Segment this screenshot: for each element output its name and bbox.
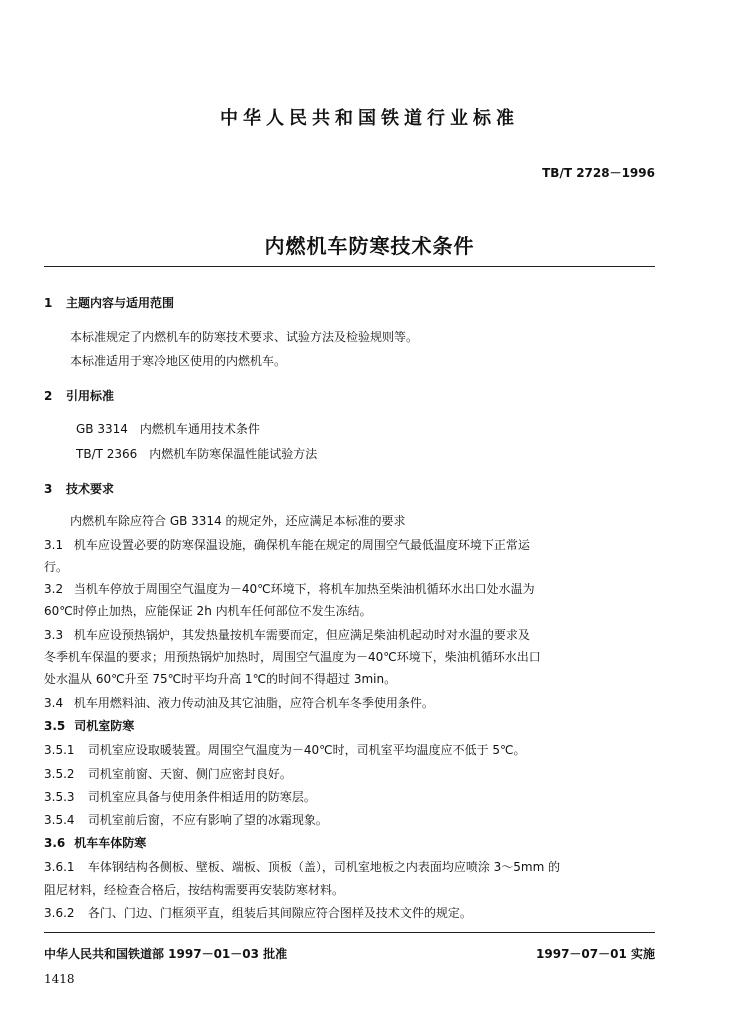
clause-3-5-3 [44,788,316,805]
clause-text: 机车用燃料油、液力传动油及其它油脂，应符合机车冬季使用条件。 [73,696,434,710]
clause-text: 司机室前后窗，不应有影响了望的冰霜现象。 [87,813,328,827]
clause-text: 机车应设预热锅炉，其发热量按机车需要而定，但应满足柴油机起动时对水温的要求及 [73,628,530,642]
clause-continuation: 处水温从 60℃升至 75℃时平均升高 1℃的时间不得超过 3min。 [44,672,397,686]
reference-item: GB 3314 内燃机车通用技术条件 [76,422,260,436]
paragraph: 内燃机车除应符合 GB 3314 的规定外，还应满足本标准的要求 [70,514,406,528]
clause-number: 3.6.1 [44,860,75,874]
paragraph: 本标准规定了内燃机车的防寒技术要求、试验方法及检验规则等。 [70,330,419,344]
section-number: 1 [44,296,53,310]
section-1-heading [44,294,174,311]
clause-continuation: 阻尼材料，经检查合格后，按结构需要再安装防寒材料。 [44,883,345,897]
document-title: 内燃机车防寒技术条件 [264,234,475,258]
reference-item: TB/T 2366 内燃机车防寒保温性能试验方法 [76,447,318,461]
clause-text: 车体钢结构各侧板、壁板、端板、顶板（盖），司机室地板之内表面均应喷涂 3～5mm 的 [87,860,561,874]
section-title: 主题内容与适用范围 [66,296,175,310]
clause-3-5-4 [44,811,328,828]
clause-number: 3.6 [44,836,66,850]
clause-3-6-1 [44,858,560,875]
clause-text: 各门、门边、门框须平直，组装后其间隙应符合图样及技术文件的规定。 [87,906,472,920]
section-3-heading [44,480,114,497]
clause-text: 机车应设置必要的防寒保温设施，确保机车能在规定的周围空气最低温度环境下正常运 [73,538,530,552]
section-title: 技术要求 [66,482,115,496]
approval-statement: 中华人民共和国铁道部 1997－01－03 批准 [44,947,288,961]
clause-continuation: 冬季机车保温的要求；用预热锅炉加热时，周围空气温度为－40℃环境下，柴油机循环水出口 [44,650,541,664]
clause-text: 司机室应具备与使用条件相适用的防寒层。 [87,790,316,804]
section-number: 2 [44,389,53,403]
section-2-heading [44,387,114,404]
clause-number: 3.5 [44,719,66,733]
clause-3-1 [44,536,530,553]
issuer-title: 中华人民共和国铁道行业标准 [220,108,519,129]
clause-3-2 [44,580,535,597]
clause-title: 司机室防寒 [74,719,135,733]
clause-number: 3.5.2 [44,767,75,781]
clause-number: 3.5.1 [44,743,75,757]
clause-number: 3.6.2 [44,906,75,920]
clause-3-5-2 [44,765,292,782]
section-title: 引用标准 [66,389,115,403]
clause-number: 3.4 [44,696,64,710]
clause-3-5 [44,717,134,734]
clause-number: 3.5.3 [44,790,75,804]
title-divider [44,266,655,267]
clause-continuation: 60℃时停止加热，应能保证 2h 内机车任何部位不发生冻结。 [44,604,372,618]
footer-divider [44,932,655,933]
clause-number: 3.1 [44,538,64,552]
clause-title: 机车车体防寒 [74,836,147,850]
clause-3-6 [44,834,146,851]
clause-text: 当机车停放于周围空气温度为－40℃环境下，将机车加热至柴油机循环水出口处水温为 [73,582,535,596]
clause-3-6-2 [44,904,472,921]
clause-continuation: 行。 [44,560,69,574]
clause-3-3 [44,626,530,643]
implementation-date: 1997－07－01 实施 [536,947,655,961]
paragraph: 本标准适用于寒冷地区使用的内燃机车。 [70,354,287,368]
clause-number: 3.5.4 [44,813,75,827]
section-number: 3 [44,482,53,496]
clause-number: 3.3 [44,628,64,642]
clause-3-5-1 [44,741,526,758]
clause-3-4 [44,694,434,711]
page-number: 1418 [44,972,75,986]
clause-text: 司机室应设取暖装置。周围空气温度为－40℃时，司机室平均温度应不低于 5℃。 [87,743,526,757]
clause-text: 司机室前窗、天窗、侧门应密封良好。 [87,767,292,781]
standard-number: TB/T 2728－1996 [542,166,655,180]
clause-number: 3.2 [44,582,64,596]
